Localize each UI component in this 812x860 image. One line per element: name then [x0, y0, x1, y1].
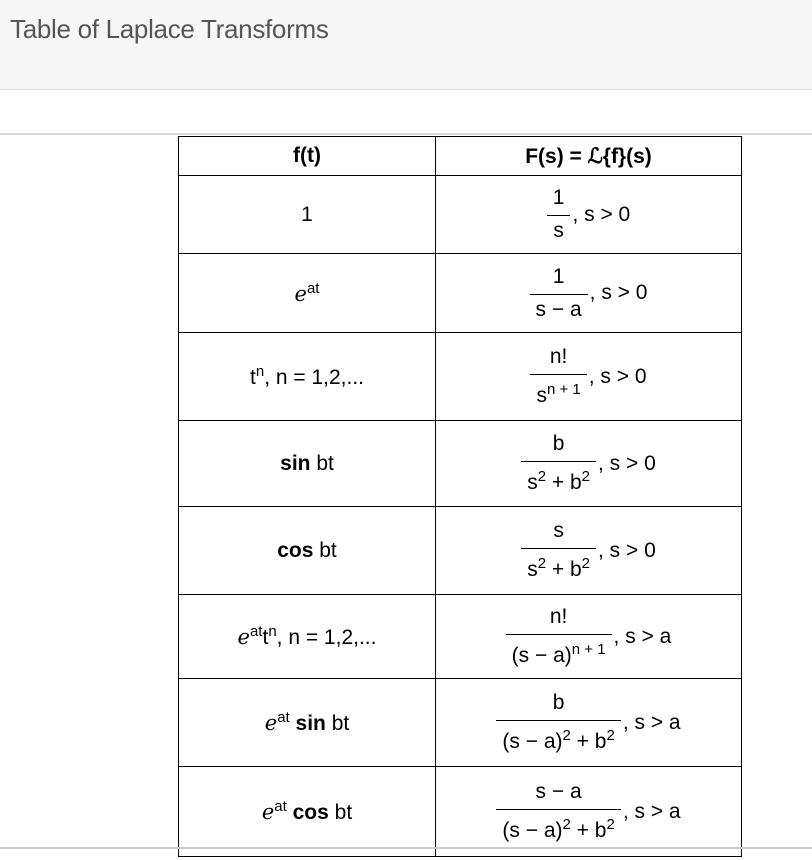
den-b-exponent: 2 [581, 468, 591, 485]
fraction [521, 432, 596, 495]
denominator [506, 634, 612, 668]
table-row [179, 767, 742, 857]
exponent: at [274, 798, 287, 815]
ft-tail: , n = 1,2,... [276, 626, 377, 649]
cell-ft [179, 333, 436, 421]
fraction [547, 186, 571, 243]
cell-ft [179, 679, 436, 767]
den-plus: + b [546, 471, 582, 494]
condition: , s > 0 [598, 538, 656, 562]
den-base: s [536, 384, 547, 407]
fraction [496, 691, 620, 754]
den-a: s [527, 558, 538, 581]
fraction [530, 265, 588, 322]
den-b-exponent: 2 [606, 727, 615, 744]
laplace-table [178, 136, 742, 857]
den-b-exponent: 2 [581, 555, 591, 572]
table-row [179, 507, 742, 595]
numerator: s − a [535, 780, 582, 803]
den-b-exponent: 2 [606, 816, 615, 833]
cell-fs [436, 333, 742, 421]
cell-ft [179, 176, 436, 254]
denominator: s [547, 215, 571, 243]
numerator: s [553, 519, 564, 542]
den-plus: + b [570, 819, 607, 842]
trig-fn: sin [295, 712, 326, 735]
cell-ft [179, 767, 436, 857]
den-a: s [527, 471, 538, 494]
denominator [521, 461, 596, 495]
column-header-ft: f(t) [179, 137, 436, 176]
den-plus: + b [546, 558, 582, 581]
condition: , s > 0 [572, 202, 631, 226]
exp-base: e [261, 800, 275, 824]
condition: , s > 0 [589, 281, 648, 304]
fraction [506, 605, 612, 668]
table-row [179, 254, 742, 333]
ft-base: t [250, 366, 256, 389]
cell-ft [179, 254, 436, 333]
cell-fs [436, 176, 742, 254]
cell-fs [436, 767, 742, 857]
table-row [179, 421, 742, 507]
ft-tail: bt [325, 712, 350, 735]
fraction [521, 519, 596, 582]
trig-fn: cos [292, 801, 329, 824]
denominator [521, 548, 596, 582]
cell-fs [436, 254, 742, 333]
numerator: b [552, 691, 565, 714]
den-base: (s − a) [511, 644, 572, 667]
page-title: Table of Laplace Transforms [10, 14, 329, 44]
ft-tail: bt [313, 538, 337, 562]
table-row [179, 595, 742, 679]
numerator: n! [549, 605, 568, 628]
ft-tail: , n = 1,2,... [264, 366, 364, 389]
numerator: 1 [552, 186, 565, 209]
cell-fs [436, 679, 742, 767]
ft-mid: t [262, 626, 269, 649]
table-header-row [179, 137, 742, 176]
condition: , s > a [613, 624, 672, 648]
table-row [179, 333, 742, 421]
ft-text: 1 [301, 202, 313, 226]
condition: , s > a [622, 710, 681, 734]
page-header [0, 0, 812, 90]
condition: , s > 0 [588, 364, 647, 388]
denominator [496, 809, 620, 843]
cell-fs [436, 595, 742, 679]
den-a-exponent: 2 [562, 727, 571, 744]
den-exponent: n + 1 [546, 381, 581, 398]
bottom-divider [0, 847, 812, 849]
mid-exponent: n [268, 623, 277, 640]
cell-fs [436, 507, 742, 595]
den-a: (s − a) [502, 730, 563, 753]
exponent: at [306, 279, 320, 297]
exp-base: e [294, 281, 307, 306]
den-a-exponent: 2 [537, 468, 547, 485]
trig-fn: sin [280, 451, 311, 475]
denominator [496, 720, 620, 754]
den-a-exponent: 2 [562, 816, 571, 833]
cell-fs [436, 421, 742, 507]
table-row [179, 176, 742, 254]
exp-base: e [237, 625, 250, 649]
cell-ft [179, 507, 436, 595]
cell-ft [179, 421, 436, 507]
den-a: (s − a) [502, 819, 563, 842]
numerator: n! [549, 345, 568, 368]
den-exponent: n + 1 [571, 641, 606, 658]
den-plus: + b [570, 730, 607, 753]
condition: , s > 0 [598, 451, 656, 475]
den-a-exponent: 2 [537, 555, 547, 572]
cell-ft [179, 595, 436, 679]
exponent: n [255, 363, 265, 380]
trig-fn: cos [277, 538, 314, 562]
exponent: at [277, 709, 290, 726]
denominator: s − a [530, 294, 588, 322]
divider [0, 133, 812, 135]
numerator: b [552, 432, 565, 455]
column-header-fs: F(s) = ℒ{f}(s) [436, 137, 742, 176]
fraction [496, 780, 620, 843]
denominator [530, 374, 586, 408]
exp-base: e [264, 711, 278, 735]
ft-tail: bt [310, 451, 334, 475]
table-row [179, 679, 742, 767]
numerator: 1 [552, 264, 565, 288]
ft-tail: bt [328, 801, 353, 824]
fraction [530, 345, 586, 408]
condition: , s > a [622, 799, 681, 823]
exponent: at [249, 623, 263, 640]
